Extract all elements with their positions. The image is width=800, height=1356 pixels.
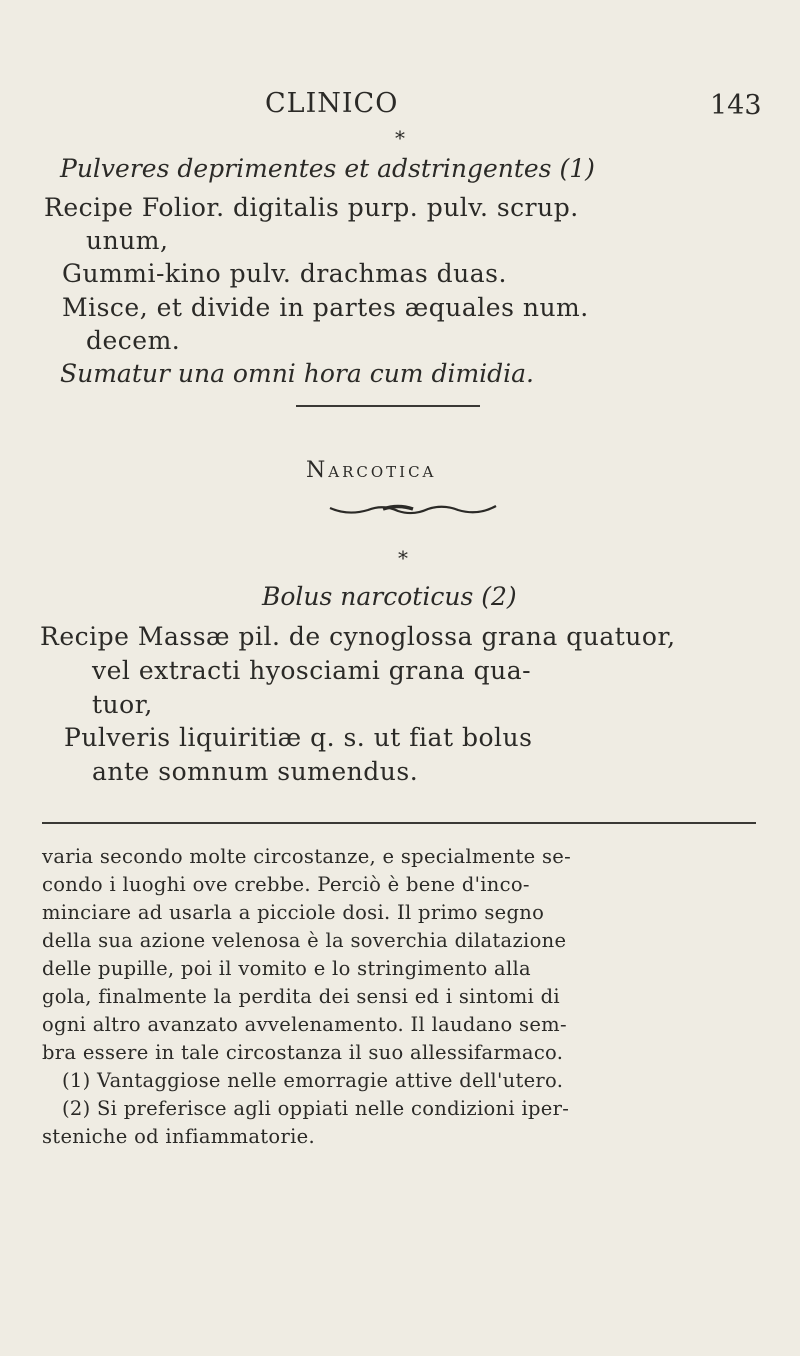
recipe2-line: ante somnum sumendus. [92,757,419,786]
recipe1-title: Pulveres deprimentes et adstringentes (1) [60,154,595,183]
footnote-line: delle pupille, poi il vomito e lo stringimento alla [42,957,531,980]
recipe2-line: tuor, [92,690,153,719]
recipe1-line: decem. [86,326,181,355]
page-number: 143 [710,90,762,121]
footnote-line: minciare ad usarla a picciole dosi. Il primo segno [42,901,545,924]
ornament-flourish [328,502,498,518]
footnote-line: bra essere in tale circostanza il suo allessifarmaco. [42,1041,564,1064]
recipe1-line: Recipe Folior. digitalis purp. pulv. scrup. [44,193,579,222]
recipe2-line: Recipe Massæ pil. de cynoglossa grana quatuor, [40,622,676,651]
footnote-divider [42,822,756,824]
star-separator-top: * [395,126,405,150]
recipe1-line: Gummi-kino pulv. drachmas duas. [62,259,507,288]
short-divider [296,405,480,407]
running-title: CLINICO [265,88,399,119]
footnote-line: ogni altro avanzato avvelenamento. Il laudano sem- [42,1013,567,1036]
recipe1-instruction: Sumatur una omni hora cum dimidia. [60,359,534,388]
recipe2-line: Pulveris liquiritiæ q. s. ut fiat bolus [64,723,533,752]
recipe2-title: Bolus narcoticus (2) [262,582,517,611]
star-separator: * [398,546,408,570]
recipe2-line: vel extracti hyosciami grana qua- [92,656,532,685]
footnote-line: condo i luoghi ove crebbe. Perciò è bene d'inco- [42,873,530,896]
footnote-line: steniche od infiammatorie. [42,1125,315,1148]
footnote-1: (1) Vantaggiose nelle emorragie attive dell'utero. [62,1069,564,1092]
footnote-2: (2) Si preferisce agli oppiati nelle condizioni iper- [62,1097,570,1120]
recipe1-line: unum, [86,226,169,255]
footnote-line: gola, finalmente la perdita dei sensi ed i sintomi di [42,985,560,1008]
footnote-line: varia secondo molte circostanze, e specialmente se- [42,845,572,868]
section-heading: Narcotica [306,458,437,483]
recipe1-line: Misce, et divide in partes æquales num. [62,293,589,322]
footnote-line: della sua azione velenosa è la soverchia dilatazione [42,929,567,952]
